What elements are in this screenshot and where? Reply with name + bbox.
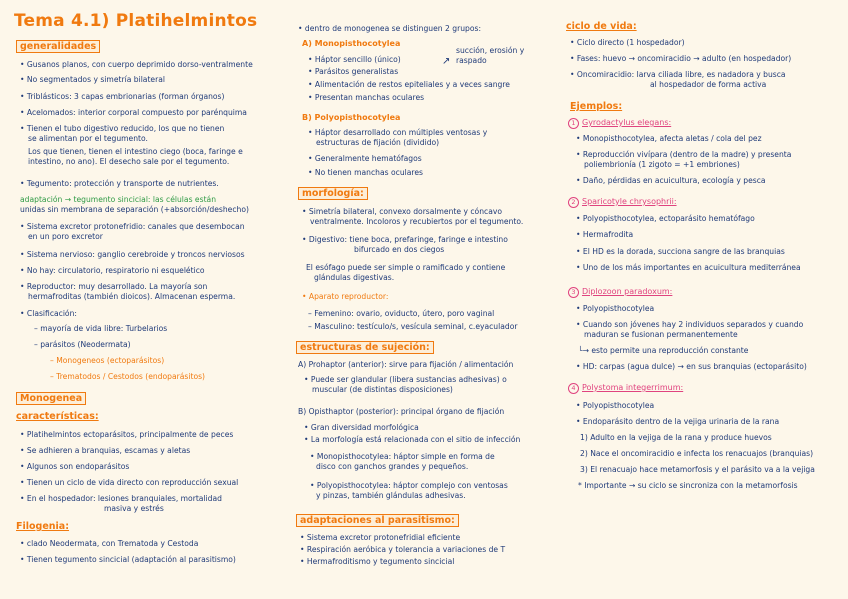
gen-line-19: – mayoría de vida libre: Turbelarios	[34, 324, 168, 333]
gen-line-12: • Sistema excretor protonefridio: canales que desembocan	[20, 222, 245, 231]
morf-line-6: glándulas digestivas.	[314, 273, 395, 282]
suj-line-8: disco con ganchos grandes y pequeños.	[316, 462, 469, 471]
ej3-line-2: • Cuando son jóvenes hay 2 individuos separados y cuando	[576, 320, 803, 329]
ej4-line-6: * Importante → su ciclo se sincroniza con la metamorfosis	[578, 481, 798, 490]
suj-line-10: y pinzas, también glándulas adhesivas.	[316, 491, 466, 500]
gen-line-21: – Monogeneos (ectoparásitos)	[50, 356, 165, 365]
suj-line-3: muscular (de distintas disposiciones)	[312, 385, 453, 394]
suj-line-1: A) Prohaptor (anterior): sirve para fijación / alimentación	[298, 360, 514, 369]
ej3-heading: 3 Diplozoon paradoxum:	[568, 287, 672, 298]
gen-line-13: en un poro excretor	[28, 232, 103, 241]
car-line-3: • Algunos son endoparásitos	[20, 462, 129, 471]
morf-line-1: • Simetría bilateral, convexo dorsalmente y cóncavo	[302, 207, 502, 216]
gen-line-11: unidas sin membrana de separación (+absorción/deshecho)	[20, 205, 249, 214]
suj-line-5: • Gran diversidad morfológica	[304, 423, 419, 432]
gen-line-22: – Trematodos / Cestodos (endoparásitos)	[50, 372, 206, 381]
adap-line-1: • Sistema excretor protonefridial eficiente	[300, 533, 460, 542]
ej3-line-3: maduran se fusionan permanentemente	[584, 330, 738, 339]
car-line-5: • En el hospedador: lesiones branquiales, mortalidad	[20, 494, 222, 503]
gen-line-2: • No segmentados y simetría bilateral	[20, 75, 165, 84]
ej4-line-4: 2) Nace el oncomiracidio e infecta los renacuajos (branquias)	[580, 449, 814, 458]
ciclo-line-3: • Oncomiracidio: larva ciliada libre, es nadadora y busca	[570, 70, 786, 79]
ej3-line-5: • HD: carpas (agua dulce) → en sus branquias (ectoparásito)	[576, 362, 807, 371]
ej1-heading: 1 Gyrodactylus elegans:	[568, 118, 671, 129]
poly-line-4: • No tienen manchas oculares	[308, 168, 423, 177]
gen-line-20: – parásitos (Neodermata)	[34, 340, 131, 349]
ej2-heading: 2 Sparicotyle chrysophrii:	[568, 197, 677, 208]
ej4-heading-text: Polystoma integerrimum:	[582, 383, 684, 392]
adap-line-2: • Respiración aeróbica y tolerancia a variaciones de T	[300, 545, 505, 554]
poly-line-1: • Háptor desarrollado con múltiples ventosas y	[308, 128, 487, 137]
morf-line-7: • Aparato reproductor:	[302, 292, 388, 301]
gen-line-8: intestino, no ano). El desecho sale por el tegumento.	[28, 157, 230, 166]
intro-line: • dentro de monogenea se distinguen 2 grupos:	[298, 24, 481, 33]
gen-line-5: • Tienen el tubo digestivo reducido, los que no tienen	[20, 124, 224, 133]
suj-line-4: B) Opisthaptor (posterior): principal órgano de fijación	[298, 407, 505, 416]
ej4-line-2: • Endoparásito dentro de la vejiga urinaria de la rana	[576, 417, 779, 426]
ej2-line-1: • Polyopisthocotylea, ectoparásito hematófago	[576, 214, 755, 223]
ej4-line-5: 3) El renacuajo hace metamorfosis y el parásito va a la vejiga	[580, 465, 815, 474]
gen-line-15: • No hay: circulatorio, respiratorio ni esquelético	[20, 266, 205, 275]
car-line-6: masiva y estrés	[104, 504, 164, 513]
gen-line-17: hermafroditas (también dioicos). Almacenan esperma.	[28, 292, 236, 301]
gen-line-14: • Sistema nervioso: ganglio cerebroide y troncos nerviosos	[20, 250, 245, 259]
ej4-line-1: • Polyopisthocotylea	[576, 401, 654, 410]
filogenia-heading: Filogenia:	[16, 521, 70, 532]
morf-line-5: El esófago puede ser simple o ramificado y contiene	[306, 263, 506, 272]
mono-line-1: • Háptor sencillo (único)	[308, 55, 401, 64]
ejemplos-heading: Ejemplos:	[570, 101, 623, 112]
car-line-4: • Tienen un ciclo de vida directo con reproducción sexual	[20, 478, 238, 487]
morf-line-2: ventralmente. Incoloros y recubiertos por el tegumento.	[310, 217, 524, 226]
morf-line-8: – Femenino: ovario, oviducto, útero, poro vaginal	[308, 309, 495, 318]
ej1-line-2: • Reproducción vivípara (dentro de la madre) y presenta	[576, 150, 791, 159]
ciclo-line-4: al hospedador de forma activa	[650, 80, 767, 89]
caracteristicas-heading: características:	[16, 411, 99, 422]
ej3-line-1: • Polyopisthocotylea	[576, 304, 654, 313]
morf-line-3: • Digestivo: tiene boca, prefaringe, faringe e intestino	[302, 235, 508, 244]
mono-line-4: • Presentan manchas oculares	[308, 93, 424, 102]
ej2-line-4: • Uno de los más importantes en acuicultura mediterránea	[576, 263, 801, 272]
gen-line-16: • Reproductor: muy desarrollado. La mayoría son	[20, 282, 207, 291]
side-note-2: raspado	[456, 56, 487, 65]
ej1-line-4: • Daño, pérdidas en acuicultura, ecología y pesca	[576, 176, 766, 185]
ciclo-heading: ciclo de vida:	[566, 21, 637, 32]
ej1-heading-text: Gyrodactylus elegans:	[582, 118, 672, 127]
sujecion-heading: estructuras de sujeción:	[296, 341, 434, 354]
suj-line-6: • La morfología está relacionada con el sitio de infección	[304, 435, 520, 444]
mono-line-3: • Alimentación de restos epiteliales y a veces sangre	[308, 80, 510, 89]
gen-line-9: • Tegumento: protección y transporte de nutrientes.	[20, 179, 219, 188]
adaptaciones-heading: adaptaciones al parasitismo:	[296, 514, 459, 527]
morf-line-4: bifurcado en dos ciegos	[354, 245, 445, 254]
morf-line-9: – Masculino: testículo/s, vesícula seminal, c.eyaculador	[308, 322, 518, 331]
side-note-1: succión, erosión y	[456, 46, 525, 55]
ej2-line-3: • El HD es la dorada, succiona sangre de las branquias	[576, 247, 785, 256]
gen-line-6: se alimentan por el tegumento.	[28, 134, 148, 143]
ej3-line-4: └→ esto permite una reproducción constante	[578, 346, 749, 355]
gen-line-10: adaptación → tegumento sincicial: las células están	[20, 195, 217, 204]
poly-line-2: estructuras de fijación (dividido)	[316, 138, 440, 147]
monopisto-heading: A) Monopisthocotylea	[302, 39, 401, 48]
poly-line-3: • Generalmente hematófagos	[308, 154, 422, 163]
filo-line-1: • clado Neodermata, con Trematoda y Cestoda	[20, 539, 198, 548]
monogenea-heading: Monogenea	[16, 392, 86, 405]
suj-line-2: • Puede ser glandular (libera sustancias adhesivas) o	[304, 375, 507, 384]
gen-line-18: • Clasificación:	[20, 309, 77, 318]
ej1-line-1: • Monopisthocotylea, afecta aletas / cola del pez	[576, 134, 762, 143]
filo-line-2: • Tienen tegumento sincicial (adaptación al parasitismo)	[20, 555, 236, 564]
adap-line-3: • Hermafroditismo y tegumento sincicial	[300, 557, 454, 566]
mono-line-2: • Parásitos generalistas	[308, 67, 398, 76]
gen-line-7: Los que tienen, tienen el intestino ciego (boca, faringe e	[28, 147, 243, 156]
gen-line-1: • Gusanos planos, con cuerpo deprimido dorso-ventralmente	[20, 60, 253, 69]
ciclo-line-2: • Fases: huevo → oncomiracidio → adulto (en hospedador)	[570, 54, 791, 63]
generalidades-heading: generalidades	[16, 40, 100, 53]
gen-line-3: • Triblásticos: 3 capas embrionarias (forman órganos)	[20, 92, 224, 101]
suj-line-7: • Monopisthocotylea: háptor simple en forma de	[310, 452, 495, 461]
suj-line-9: • Polyopisthocotylea: háptor complejo con ventosas	[310, 481, 508, 490]
ej2-heading-text: Sparicotyle chrysophrii:	[582, 197, 677, 206]
car-line-1: • Platihelmintos ectoparásitos, principalmente de peces	[20, 430, 233, 439]
car-line-2: • Se adhieren a branquias, escamas y aletas	[20, 446, 190, 455]
ej1-line-3: poliembrionía (1 zigoto = +1 embriones)	[584, 160, 740, 169]
page-title: Tema 4.1) Platihelmintos	[14, 11, 258, 31]
ej4-line-3: 1) Adulto en la vejiga de la rana y produce huevos	[580, 433, 772, 442]
arrow-icon: ↗	[442, 56, 451, 67]
ciclo-line-1: • Ciclo directo (1 hospedador)	[570, 38, 685, 47]
polyopisto-heading: B) Polyopisthocotylea	[302, 113, 401, 122]
ej3-heading-text: Diplozoon paradoxum:	[582, 287, 673, 296]
gen-line-4: • Acelomados: interior corporal compuesto por parénquima	[20, 108, 247, 117]
ej2-line-2: • Hermafrodita	[576, 230, 633, 239]
ej4-heading: 4 Polystoma integerrimum:	[568, 383, 683, 394]
morfologia-heading: morfología:	[298, 187, 368, 200]
